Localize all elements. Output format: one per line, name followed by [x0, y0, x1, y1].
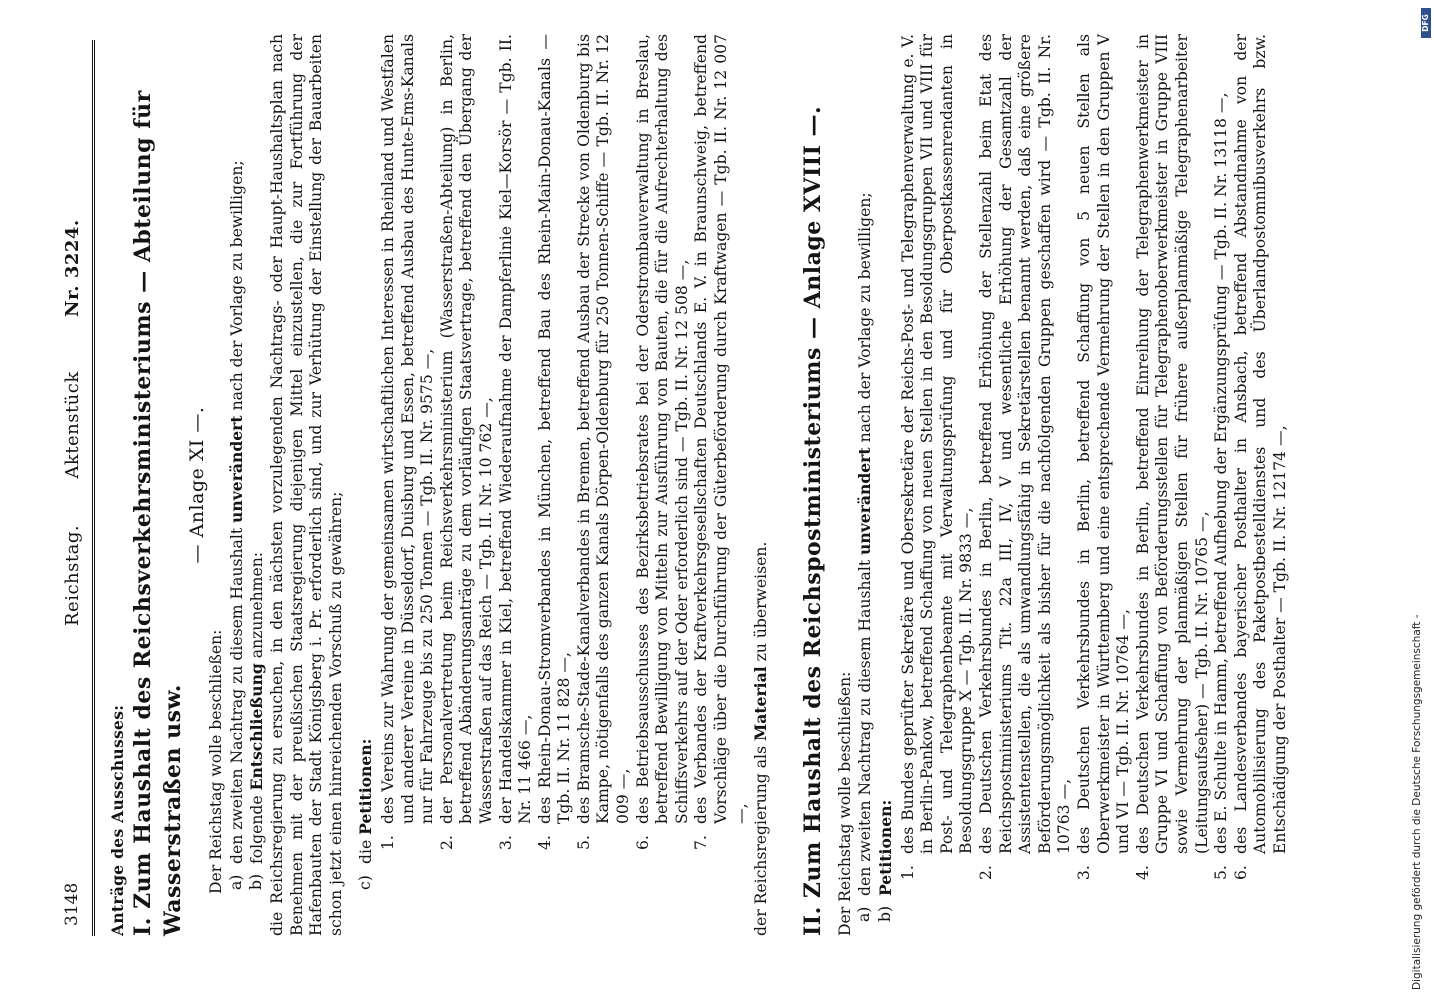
section1-item-c: [356, 34, 377, 890]
petition-item: [1134, 34, 1212, 880]
petition-item: [977, 34, 1075, 880]
petition-text: des Deutschen Verkehrsbundes in Berlin, betreffend Schaffung von 5 neuen Stellen als Oberwerkmeister in Württemberg und eine entsprechende Vermehrung der Stellen in den Gruppen V und VI — Tgb. II. Nr. 10764 —,: [1074, 34, 1133, 854]
section1-petition-list: [379, 34, 751, 936]
text: anzunehmen:: [248, 552, 267, 664]
petition-number: 2.: [976, 865, 995, 880]
petition-text: des E. Schulte in Hamm, betreffend Aufhebung der Ergänzungsprüfung — Tgb. II. Nr. 13118 —,: [1212, 92, 1231, 854]
petition-item: [1075, 34, 1134, 880]
bold-text: Entschließung: [247, 663, 267, 791]
petition-text: des Betriebsausschusses des Bezirksbetriebsrates bei der Oderstrombauverwaltung in Breslau, betreffend Bewilligung von Mitteln zur Ausführung von Bauten, die für die Aufrechterhaltung des Schiffsverkehrs auf der Oder erforderlich sind — Tgb. II. Nr. 12 508 —,: [633, 34, 691, 824]
section2-title: II. Zum Haushalt des Reichspostministeriums — Anlage XVIII —.: [799, 105, 826, 936]
section2-petition-list: [899, 34, 1291, 936]
petition-text: des Deutschen Verkehrsbundes in Berlin, betreffend Erhöhung der Stellenzahl beim Etat des Reichspostministeriums Tit. 22a III, IV, V und wesentliche Erhöhung der Gesamtzahl der Assistentenstellen, die als umwandlungsfähig in Sekretärstellen benannt werden, daß eine größere Beförderungsmöglichkeit als bisher für die nachfolgenden Gruppen geschaffen wird — Tgb. II. Nr. 10763 —,: [976, 34, 1074, 854]
section1-item-a: [227, 34, 248, 890]
item-label: a): [226, 874, 245, 890]
petition-item: [379, 34, 438, 850]
section2-item-b: [876, 34, 897, 922]
petition-number: 4.: [535, 835, 554, 850]
header-doc-number: Nr. 3224.: [62, 219, 83, 317]
digitization-note-text: Digitalisierung gefördert durch die Deutsche Forschungsgemeinschaft -: [1411, 614, 1423, 990]
dfg-logo-text: DFG: [1421, 14, 1430, 32]
petition-item: [692, 34, 751, 850]
text: folgende: [248, 790, 267, 864]
section1-subtitle: — Anlage XI —.: [185, 406, 208, 564]
petition-text: des Deutschen Verkehrsbundes in Berlin, betreffend Einreihung der Telegraphenwerkmeister in Gruppe VI und Schaffung von Beförderungsstellen für Telegraphenoberwerkmeister in Gruppe VIII sowie Vermehrung der planmäßigen Stellen für frühere außerplanmäßige Telegraphenarbeiter (Leitungsaufseher) — Tgb. II. Nr. 10765 —,: [1133, 34, 1211, 854]
petition-text: der Personalvertretung beim Reichsverkehrsministerium (Wasserstraßen-Abteilung) in Berlin, betreffend Abänderungsanträge zu dem vorläufigen Staatsvertrage, betreffend den Übergang der Wasserstraßen auf das Reich — Tgb. II. Nr. 10 762 —,: [437, 34, 495, 824]
petition-text: des Verbandes der Kraftverkehrsgesellschaften Deutschlands E. V. in Braunschweig, betreffend Vorschläge über die Durchführung der Güterbeförderung durch Kraftwagen — Tgb. II. Nr. 12 007 —,: [692, 34, 750, 824]
text: den zweiten Nachtrag zu diesem Haushalt: [227, 522, 246, 864]
item-text: [855, 34, 876, 896]
petition-item: [1232, 34, 1291, 880]
petition-number: 3.: [496, 835, 515, 850]
section1-intro: Der Reichstag wolle beschließen:: [207, 629, 226, 894]
header-rule: [92, 40, 95, 936]
bold-text: unverändert: [226, 415, 246, 523]
page-header: [62, 40, 94, 936]
item-label: a): [855, 906, 874, 922]
petition-number: 5.: [1212, 865, 1231, 880]
item-text: [227, 34, 248, 864]
text: nach der Vorlage zu bewilligen;: [227, 160, 246, 416]
petition-text: des Bundes geprüfter Sekretäre und Obersekretäre der Reichs-Post- und Telegraphenverwaltung e. V. in Berlin-Pankow, betreffend Schaffung von neuen Stellen in den Besoldungsgruppen VII und VIII für Post- und Telegraphenbeamte mit Verwaltungsprüfung und für Oberpostkassenrendanten in Besoldungsgruppe X — Tgb. II. Nr. 9833 —,: [898, 34, 976, 854]
dfg-logo[interactable]: [1421, 8, 1431, 38]
bold-text: Material: [751, 666, 771, 742]
petition-item: [438, 34, 497, 850]
petition-text: des Rhein-Donau-Stromverbandes in München, betreffend Bau des Rhein-Main-Donau-Kanals — Tgb. II. Nr. 11 828 —,: [535, 34, 574, 824]
petition-number: 5.: [574, 835, 593, 850]
section1-title: I. Zum Haushalt des Reichsverkehrsministeriums — Abteilung für Wasserstraßen usw.: [129, 90, 186, 936]
petition-item: [497, 34, 536, 850]
petition-number: 4.: [1133, 865, 1152, 880]
item-text: [356, 34, 377, 864]
petition-text: des Bramsche-Stade-Kanalverbandes in Bremen, betreffend Ausbau der Strecke von Oldenburg bis Kampe, nötigenfalls des ganzen Kanals Dörpen-Oldenburg für 250 Tonnen-Schiffe — Tgb. II. Nr. 12 009 —,: [574, 34, 633, 824]
petition-number: 1.: [378, 835, 397, 850]
petition-number: 7.: [692, 835, 711, 850]
petition-number: 3.: [1074, 865, 1093, 880]
bold-text: unverändert: [855, 447, 875, 555]
bold-text: Petitionen:: [876, 799, 895, 896]
header-doc-label: Aktenstück: [62, 371, 83, 479]
petition-number: 1.: [898, 865, 917, 880]
section1-item-b: [247, 34, 268, 890]
petition-number: 2.: [437, 835, 456, 850]
section1-closing: [751, 34, 772, 936]
item-label: b): [876, 905, 894, 922]
section2-item-a: [855, 34, 876, 922]
caption: Anträge des Ausschusses:: [108, 704, 127, 936]
text: zu überweisen.: [752, 541, 771, 667]
petition-item: [634, 34, 693, 850]
header-title: [62, 219, 83, 626]
item-text: [247, 34, 268, 864]
petition-item: [575, 34, 634, 850]
header-org: Reichstag.: [62, 524, 83, 626]
item-label: b): [247, 873, 266, 890]
text: den zweiten Nachtrag zu diesem Haushalt: [856, 554, 875, 896]
document-body: [108, 34, 1290, 936]
petition-number: 6.: [1231, 865, 1250, 880]
petition-text: des Landesverbandes bayerischer Posthalter in Ansbach, betreffend Abstandnahme von der Automobilisierung des Paketpostbestelldienstes und des Überlandpostomnibusverkehrs bzw. Entschädigung der Posthalter — Tgb. II. Nr. 12174 —,: [1231, 34, 1289, 854]
petition-text: des Vereins zur Wahrung der gemeinsamen wirtschaftlichen Interessen in Rheinland und Westfalen und anderer Vereine in Düsseldorf, Duisburg und Essen, betreffend Ausbau des Hunte-Ems-Kanals nur für Fahrzeuge bis zu 250 Tonnen — Tgb. II. Nr. 9575 —,: [378, 34, 437, 824]
section2-intro: Der Reichstag wolle beschließen:: [835, 671, 854, 936]
digitization-note: [1405, 10, 1429, 990]
bold-text: Petitionen:: [356, 738, 376, 835]
text: der Reichsregierung als: [752, 741, 771, 936]
petition-item: [1212, 34, 1232, 880]
petition-item: [899, 34, 977, 880]
item-label: c): [356, 875, 375, 890]
resolution-text: die Reichsregierung zu ersuchen, in den nächsten vorzulegenden Nachtrags- oder Haupt-Haushaltsplan nach Benehmen mit der preußischen Staatsregierung diejenigen Mittel einzustellen, die zur Fortführung der Hafenbauten der Stadt Königsberg i. Pr. erforderlich sind, und zur Verhütung der Einstellung der Bauarbeiten schon jetzt einen hinreichenden Vorschuß zu gewähren;: [267, 34, 345, 936]
item-text: [876, 34, 897, 896]
text: die: [357, 834, 376, 864]
text: nach der Vorlage zu bewilligen;: [856, 192, 875, 448]
petition-number: 6.: [633, 835, 652, 850]
page-number: 3148: [62, 882, 82, 926]
petition-text: der Handelskammer in Kiel, betreffend Wiederaufnahme der Dampferlinie Kiel—Korsör — Tgb. II. Nr. 11 466 —,: [496, 34, 535, 824]
petition-item: [536, 34, 575, 850]
